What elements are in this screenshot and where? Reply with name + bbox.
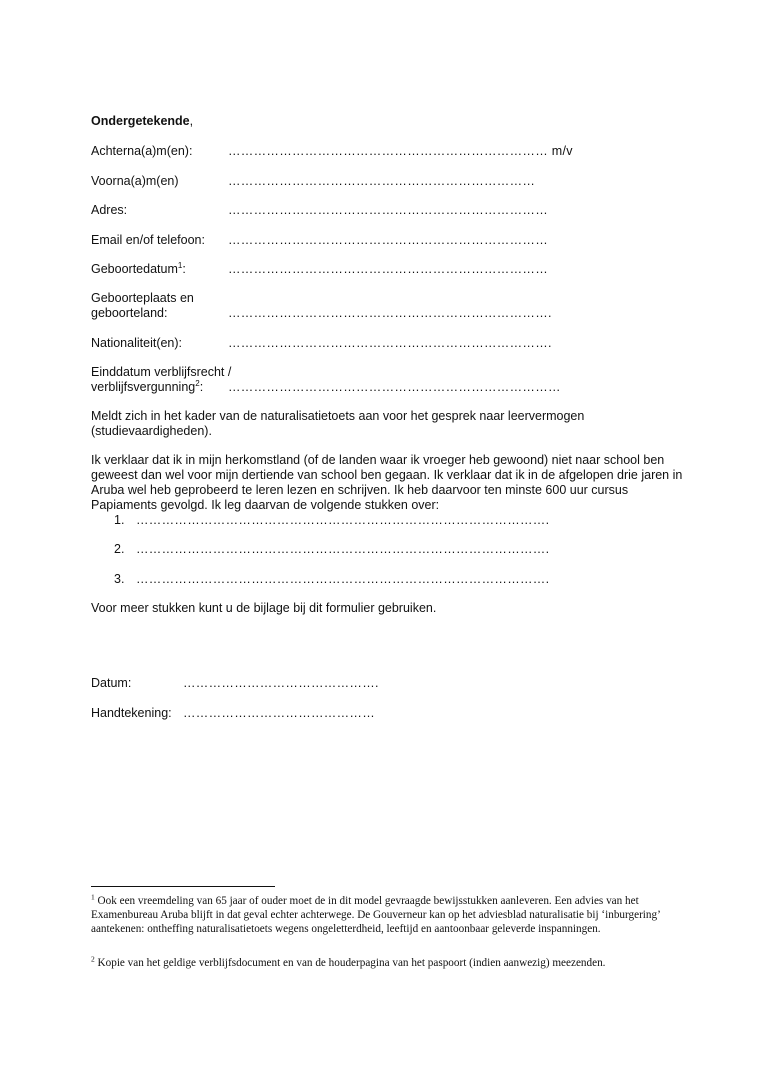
einddatum-label: Einddatum verblijfsrecht / verblijfsvergunning$^2$: xyxy=(91,365,232,394)
document-item-number: 3. xyxy=(114,572,125,586)
footnote-divider xyxy=(91,886,275,887)
signature-field[interactable]: ……………………………………… xyxy=(183,706,375,720)
datum-label: Datum: xyxy=(91,676,132,690)
footnote-ref-2: 2 xyxy=(195,378,200,388)
achternaam-field[interactable]: ………………………………………………………………… m/v xyxy=(228,144,573,158)
nationaliteit-label: Nationaliteit(en): xyxy=(91,336,183,350)
document-item-number: 2. xyxy=(114,542,125,556)
footnote-ref-1: 1 xyxy=(177,260,183,270)
email-label: Email en/of telefoon: xyxy=(91,233,205,247)
document-item-field[interactable]: ……………………………………………………………………………………. xyxy=(136,513,550,527)
adres-field[interactable]: ………………………………………………………………… xyxy=(228,203,548,217)
geboorteplaats-field[interactable]: …………………………………………………………………. xyxy=(228,306,552,320)
voornaam-field[interactable]: ……………………………………………………………… xyxy=(228,174,536,188)
email-field[interactable]: ………………………………………………………………… xyxy=(228,233,548,247)
document-item-number: 1. xyxy=(114,513,125,527)
adres-label: Adres: xyxy=(91,203,128,217)
voornaam-label: Voorna(a)m(en) xyxy=(91,174,179,188)
footnote-2: $^2$ Kopie van het geldige verblijfsdocument en van de houderpagina van het paspoort (indien aanwezig) meezenden. xyxy=(91,954,606,969)
declaration-paragraph: Ik verklaar dat ik in mijn herkomstland (of de landen waar ik vroeger heb gewoond) niet naar school ben geweest dan wel voor mijn dertiende van school ben gegaan. Ik verklaar dat ik in de afgelopen drie jaren in Aruba wel heb geprobeerd te leren lezen en schrijven. Ik heb daarvoor ten minste 600 uur cursus Papiaments gevolgd. Ik leg daarvan de volgende stukken over: xyxy=(91,453,683,512)
geboortedatum-label: Geboortedatum$^1$: xyxy=(91,260,186,276)
nationaliteit-field[interactable]: …………………………………………………………………. xyxy=(228,336,552,350)
achternaam-label: Achterna(a)m(en): xyxy=(91,144,193,158)
registration-paragraph: Meldt zich in het kader van de naturalisatietoets aan voor het gesprek naar leervermogen (studievaardigheden). xyxy=(91,409,585,438)
einddatum-field[interactable]: …………………………………………………………………… xyxy=(228,380,561,394)
footnote-1: $^1$ Ook een vreemdeling van 65 jaar of ouder moet de in dit model gevraagde bewijsstukken aanleveren. Een advies van het Examenbureau Aruba blijft in dat geval echter achterwege. De Gouverneur kan op het adviesblad naturalisatie bij ‘inburgering’ aantekenen: ontheffing naturalisatietoets wegens ongeletterdheid, leeftijd en aantoonbaar geleverde inspanningen. xyxy=(91,892,660,935)
handtekening-label: Handtekening: xyxy=(91,706,172,720)
appendix-note: Voor meer stukken kunt u de bijlage bij dit formulier gebruiken. xyxy=(91,601,437,615)
document-item-field[interactable]: ……………………………………………………………………………………. xyxy=(136,572,550,586)
document-item-field[interactable]: ……………………………………………………………………………………. xyxy=(136,542,550,556)
datum-field[interactable]: ………………………………………. xyxy=(183,676,379,690)
form-heading: Ondergetekende, xyxy=(91,114,194,128)
geboortedatum-field[interactable]: ………………………………………………………………… xyxy=(228,262,548,276)
geboorteplaats-label: Geboorteplaats en geboorteland: xyxy=(91,291,194,320)
